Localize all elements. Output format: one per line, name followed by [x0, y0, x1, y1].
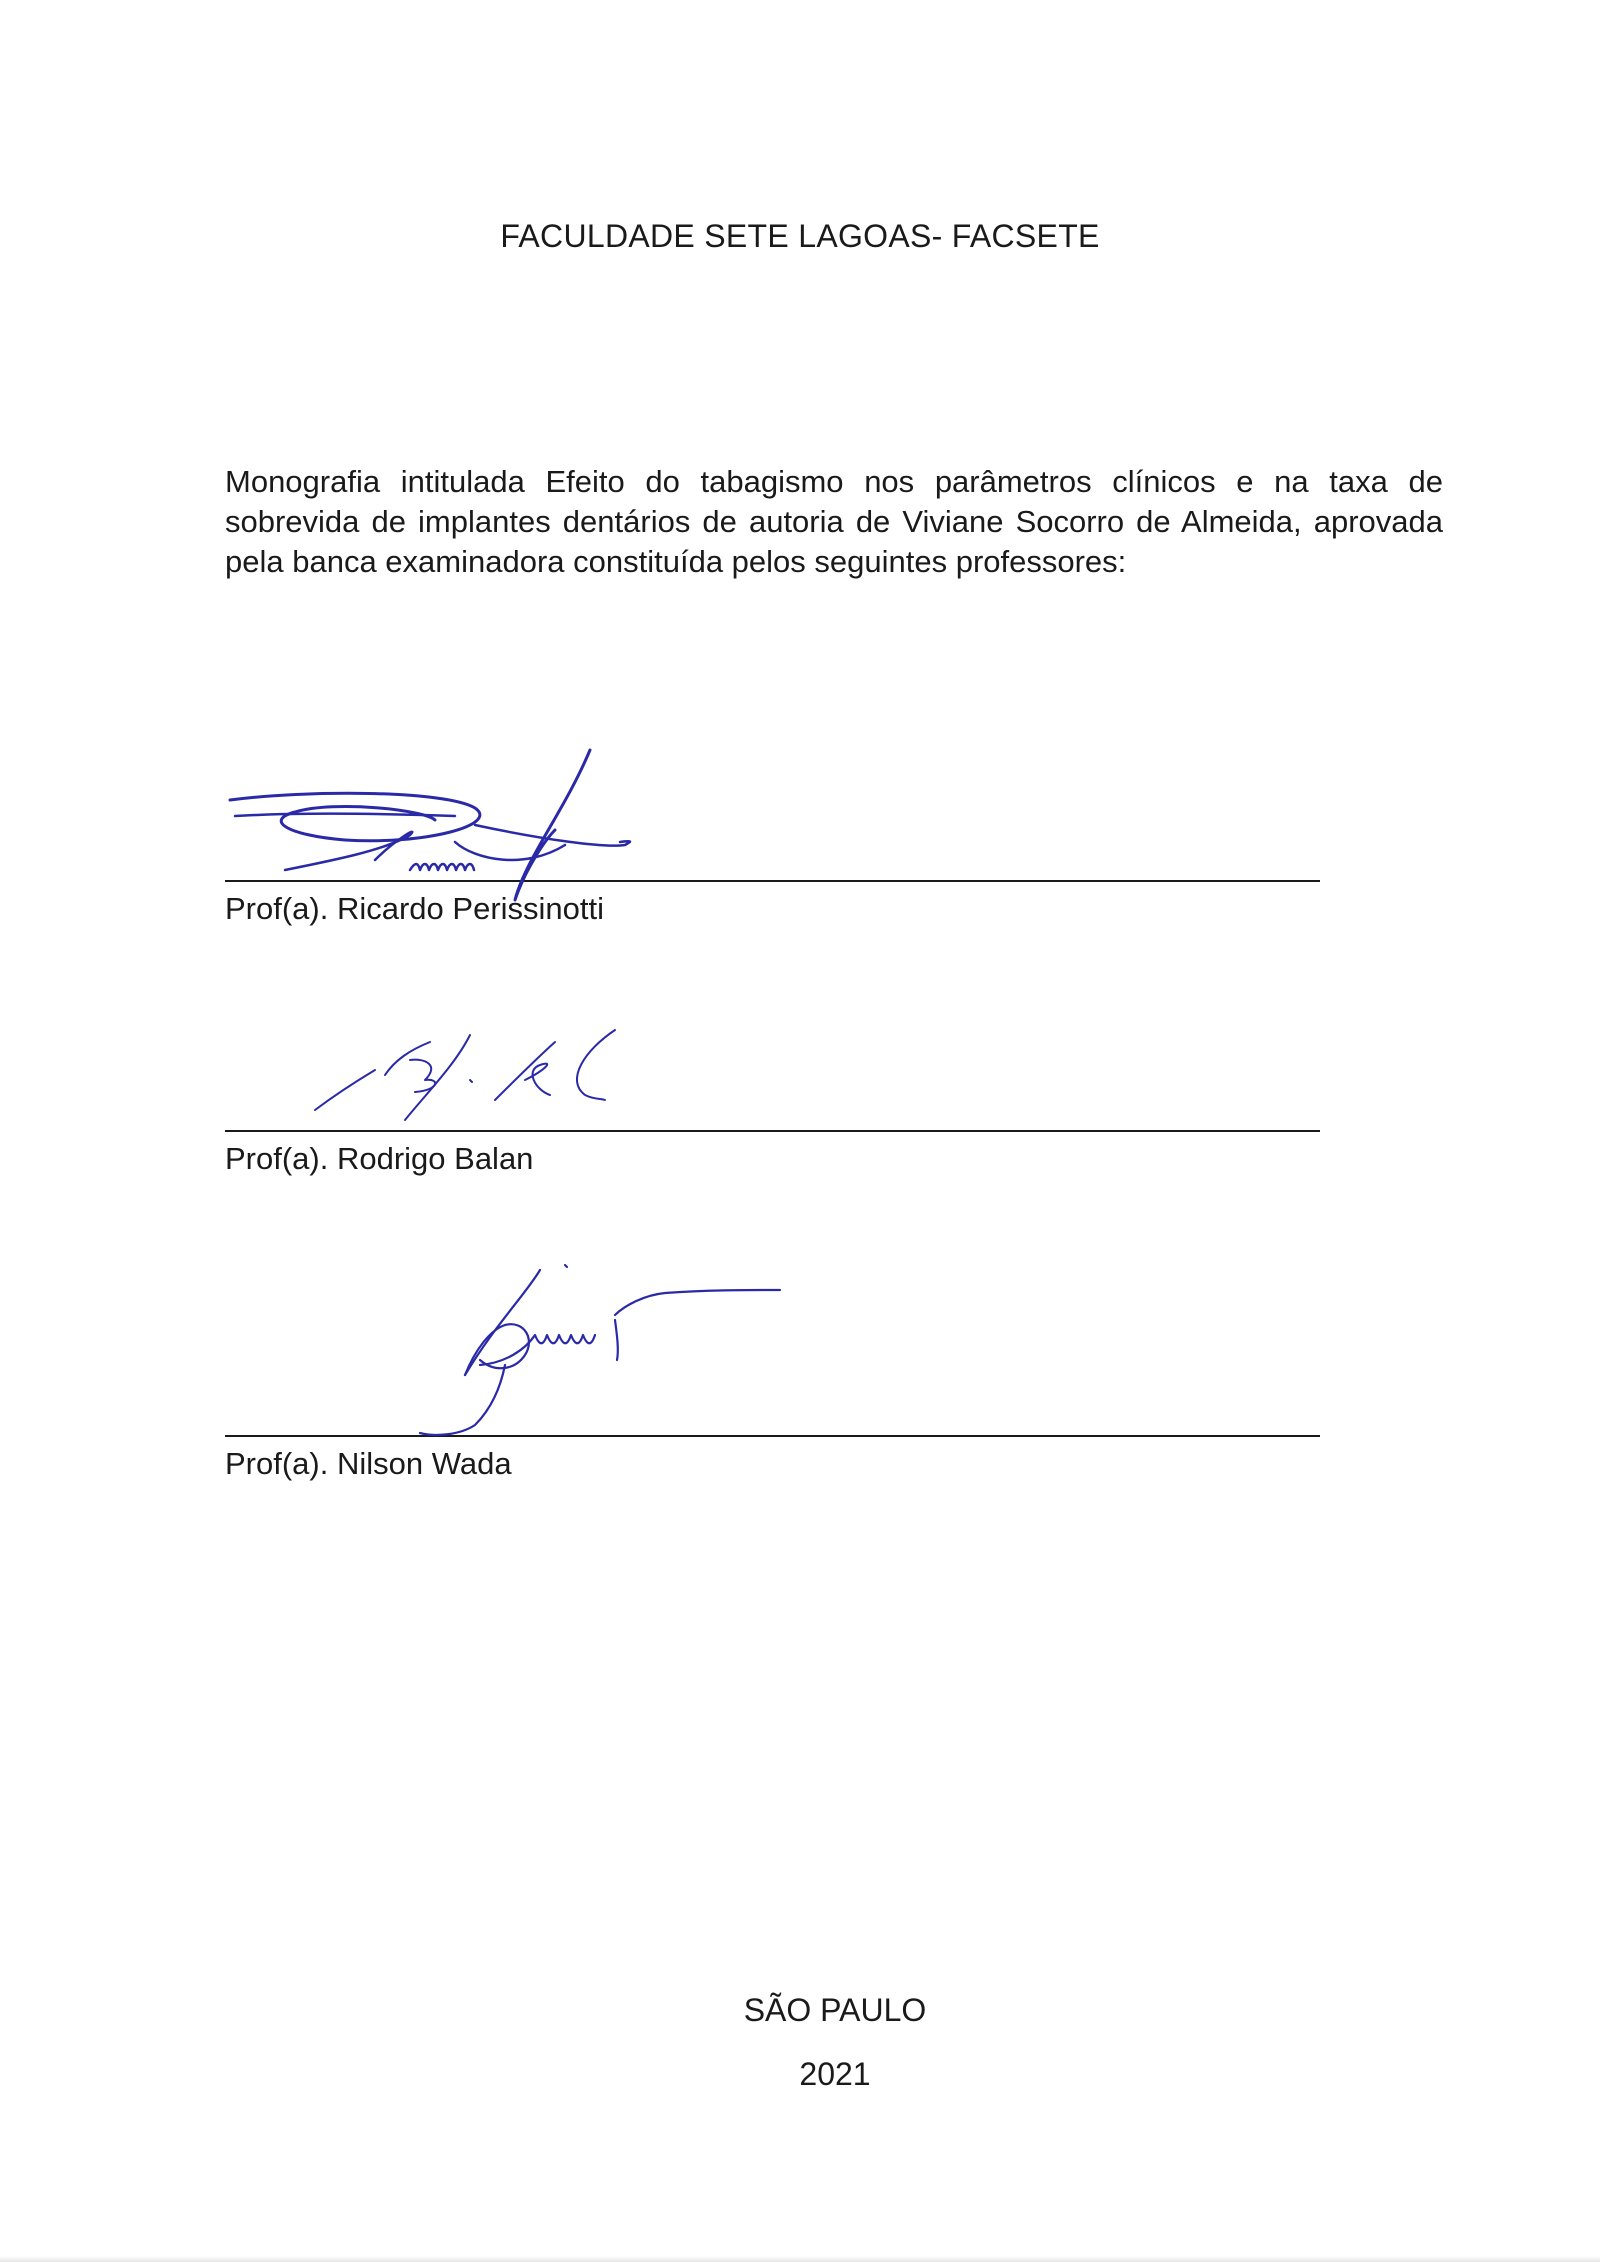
- signature-block-ricardo: [225, 740, 1320, 928]
- approval-statement: Monografia intitulada Efeito do tabagismo nos parâmetros clínicos e na taxa de sobrevida de implantes dentários de autoria de Viviane Socorro de Almeida, aprovada pela banca examinadora constituída pelos seguintes professores:: [225, 464, 1443, 579]
- signature-area: [225, 1295, 1320, 1435]
- year: 2021: [799, 2056, 871, 2092]
- institution-name: FACULDADE SETE LAGOAS- FACSETE: [500, 218, 1100, 254]
- signature-area: [225, 990, 1320, 1130]
- handwritten-signature-2: [225, 1020, 645, 1160]
- signature-area: [225, 740, 1320, 880]
- examiner-name: Prof(a). Rodrigo Balan: [225, 1141, 534, 1176]
- examiner-name: Prof(a). Nilson Wada: [225, 1446, 512, 1481]
- signature-block-nilson: [225, 1295, 1320, 1483]
- city-name: SÃO PAULO: [743, 1992, 927, 2028]
- signature-block-rodrigo: [225, 990, 1320, 1178]
- scan-bottom-edge: [0, 2256, 1600, 2262]
- examiner-name: Prof(a). Ricardo Perissinotti: [225, 891, 605, 926]
